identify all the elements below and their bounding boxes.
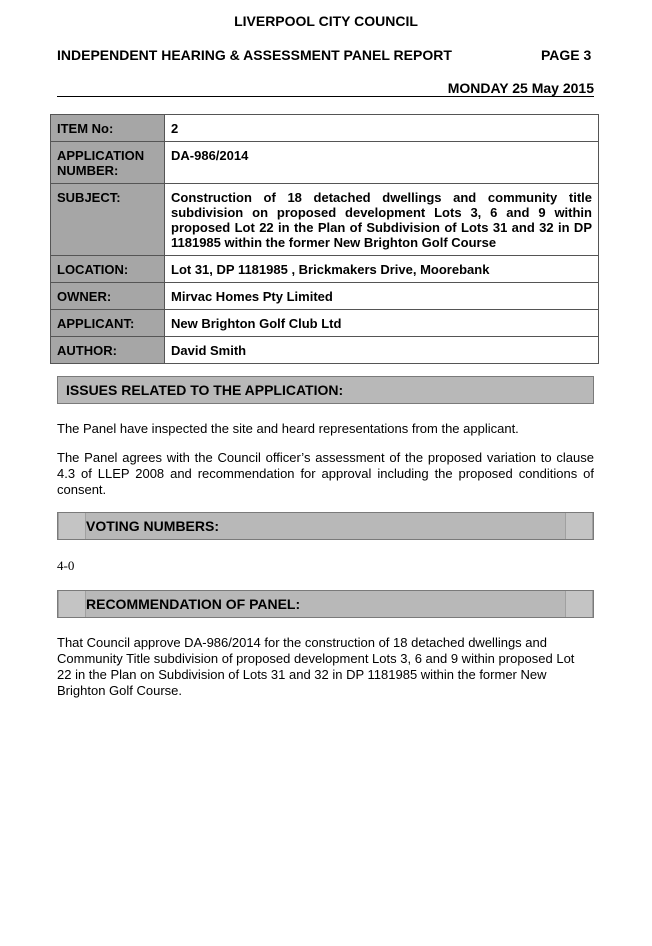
recommendation-section-bar xyxy=(57,590,594,618)
issues-section-bar xyxy=(57,376,594,404)
meeting-date: MONDAY 25 May 2015 xyxy=(447,80,594,96)
owner-label: OWNER: xyxy=(51,283,165,310)
table-row xyxy=(51,310,599,337)
table-row xyxy=(51,115,599,142)
bar-stripe xyxy=(565,513,593,539)
location-value: Lot 31, DP 1181985 , Brickmakers Drive, Moorebank xyxy=(165,256,599,283)
location-label: LOCATION: xyxy=(51,256,165,283)
table-row xyxy=(51,283,599,310)
page-number: PAGE 3 xyxy=(541,47,592,63)
table-row xyxy=(51,256,599,283)
item-label: ITEM No: xyxy=(51,115,165,142)
issues-heading: ISSUES RELATED TO THE APPLICATION: xyxy=(66,382,344,398)
recommendation-heading: RECOMMENDATION OF PANEL: xyxy=(86,596,301,612)
owner-value: Mirvac Homes Pty Limited xyxy=(165,283,599,310)
issues-paragraph-2: The Panel agrees with the Council officer’s assessment of the proposed variation to clause 4.3 of LLEP 2008 and recommendation for approval including the proposed conditions of consent. xyxy=(57,450,594,497)
author-value: David Smith xyxy=(165,337,599,364)
subject-value: Construction of 18 detached dwellings and community title subdivision on proposed development Lots 3, 6 and 9 within proposed Lot 22 in the Plan of Subdivision of Lots 31 and 32 in DP 1181985 within the former New Brighton Golf Course xyxy=(165,184,599,256)
recommendation-line: That Council approve DA-986/2014 for the construction of 18 detached dwellings and xyxy=(57,635,547,650)
table-row xyxy=(51,184,599,256)
item-value: 2 xyxy=(165,115,599,142)
voting-section-bar xyxy=(57,512,594,540)
bar-stripe xyxy=(565,591,593,617)
issues-paragraph-1: The Panel have inspected the site and heard representations from the applicant. xyxy=(57,421,519,436)
report-title: INDEPENDENT HEARING & ASSESSMENT PANEL REPORT xyxy=(57,47,452,63)
table-row xyxy=(51,142,599,184)
applicant-label: APPLICANT: xyxy=(51,310,165,337)
bar-stripe xyxy=(58,513,86,539)
recommendation-line: 22 in the Plan on Subdivision of Lots 31 and 32 in DP 1181985 within the former New xyxy=(57,667,547,682)
author-label: AUTHOR: xyxy=(51,337,165,364)
application-details-table xyxy=(50,114,599,364)
council-name: LIVERPOOL CITY COUNCIL xyxy=(234,13,418,29)
bar-stripe xyxy=(58,591,86,617)
table-row xyxy=(51,337,599,364)
applicant-value: New Brighton Golf Club Ltd xyxy=(165,310,599,337)
application-value: DA-986/2014 xyxy=(165,142,599,184)
recommendation-line: Brighton Golf Course. xyxy=(57,683,183,698)
header-rule xyxy=(57,96,594,97)
recommendation-paragraph xyxy=(57,635,617,699)
application-label: APPLICATION NUMBER: xyxy=(51,142,165,184)
voting-heading: VOTING NUMBERS: xyxy=(86,518,219,534)
voting-result: 4-0 xyxy=(57,558,75,573)
recommendation-line: Community Title subdivision of proposed development Lots 3, 6 and 9 within proposed Lot xyxy=(57,651,575,666)
subject-label: SUBJECT: xyxy=(51,184,165,256)
